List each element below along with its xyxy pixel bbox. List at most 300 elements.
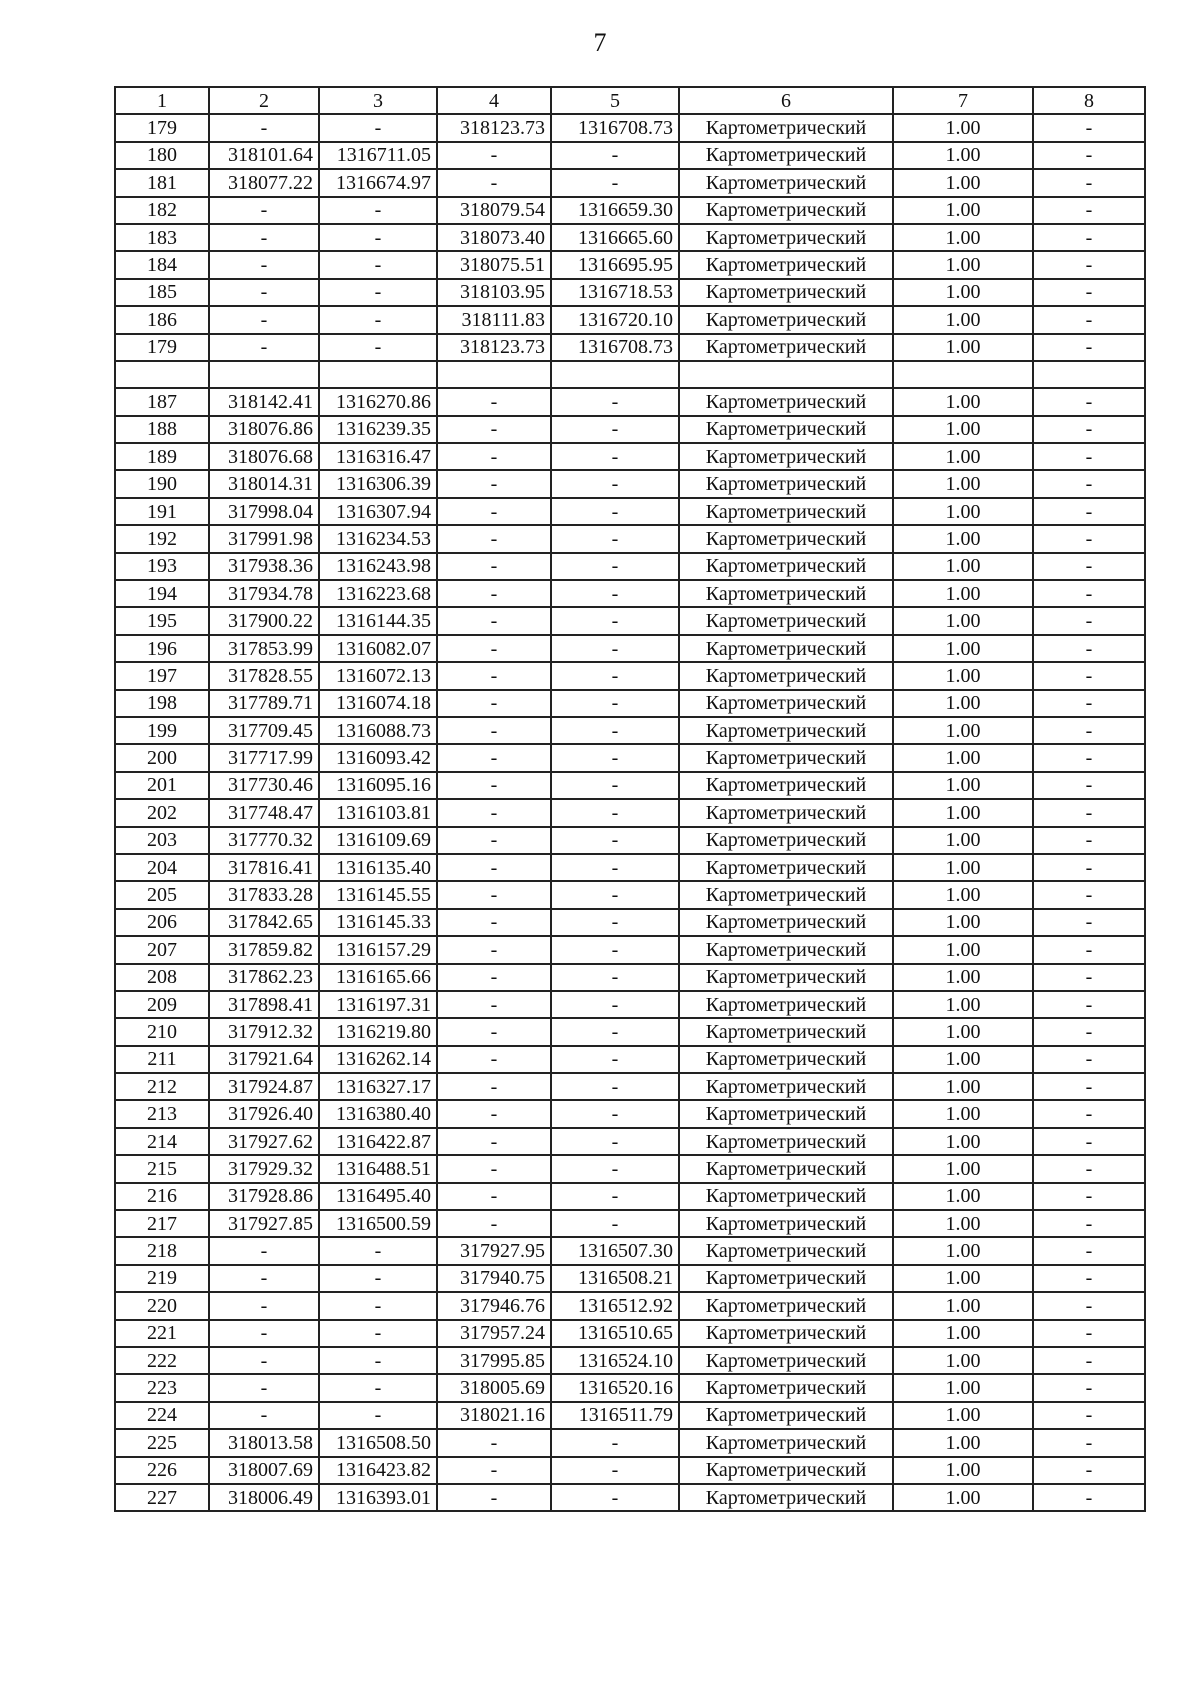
x-new-cell: [437, 361, 551, 388]
x-new-cell: -: [437, 909, 551, 936]
table-row: [115, 470, 1145, 497]
x-old-cell: 317709.45: [209, 717, 319, 744]
x-old-cell: 317833.28: [209, 881, 319, 908]
method-cell: Картометрический: [679, 936, 893, 963]
y-old-cell: [319, 361, 437, 388]
method-cell: [679, 361, 893, 388]
y-new-cell: -: [551, 827, 679, 854]
table-row: [115, 1018, 1145, 1045]
table-row: [115, 498, 1145, 525]
y-new-cell: 1316512.92: [551, 1292, 679, 1319]
x-old-cell: 317927.85: [209, 1210, 319, 1237]
x-new-cell: 317995.85: [437, 1347, 551, 1374]
x-old-cell: -: [209, 224, 319, 251]
description-cell: -: [1033, 991, 1145, 1018]
table-row: [115, 607, 1145, 634]
table-row: [115, 580, 1145, 607]
page-number: 7: [593, 28, 607, 57]
x-old-cell: 317730.46: [209, 772, 319, 799]
y-new-cell: 1316665.60: [551, 224, 679, 251]
x-new-cell: -: [437, 744, 551, 771]
point-number-cell: 202: [115, 799, 209, 826]
y-new-cell: -: [551, 525, 679, 552]
accuracy-cell: 1.00: [893, 1100, 1033, 1127]
accuracy-cell: 1.00: [893, 744, 1033, 771]
table-row: [115, 334, 1145, 361]
x-new-cell: 317940.75: [437, 1265, 551, 1292]
point-number-cell: 215: [115, 1155, 209, 1182]
point-number-cell: 194: [115, 580, 209, 607]
y-new-cell: 1316720.10: [551, 306, 679, 333]
x-old-cell: 317898.41: [209, 991, 319, 1018]
point-number-cell: 211: [115, 1046, 209, 1073]
y-old-cell: 1316306.39: [319, 470, 437, 497]
method-cell: Картометрический: [679, 1429, 893, 1456]
y-new-cell: -: [551, 744, 679, 771]
accuracy-cell: 1.00: [893, 854, 1033, 881]
table-row: [115, 251, 1145, 278]
y-new-cell: -: [551, 553, 679, 580]
table-row: [115, 717, 1145, 744]
x-new-cell: -: [437, 854, 551, 881]
accuracy-cell: 1.00: [893, 827, 1033, 854]
x-old-cell: -: [209, 1237, 319, 1264]
y-old-cell: 1316072.13: [319, 662, 437, 689]
table-row: [115, 1183, 1145, 1210]
x-new-cell: -: [437, 169, 551, 196]
accuracy-cell: 1.00: [893, 1183, 1033, 1210]
method-cell: Картометрический: [679, 1265, 893, 1292]
x-new-cell: -: [437, 662, 551, 689]
description-cell: -: [1033, 854, 1145, 881]
point-number-cell: 179: [115, 334, 209, 361]
point-number-cell: 196: [115, 635, 209, 662]
y-old-cell: 1316165.66: [319, 964, 437, 991]
method-cell: Картометрический: [679, 909, 893, 936]
method-cell: Картометрический: [679, 334, 893, 361]
y-new-cell: -: [551, 1429, 679, 1456]
point-number-cell: 204: [115, 854, 209, 881]
column-header: 3: [319, 87, 437, 114]
description-cell: -: [1033, 306, 1145, 333]
y-old-cell: -: [319, 1265, 437, 1292]
x-old-cell: 317924.87: [209, 1073, 319, 1100]
accuracy-cell: 1.00: [893, 635, 1033, 662]
x-old-cell: -: [209, 1320, 319, 1347]
x-new-cell: -: [437, 1155, 551, 1182]
point-number-cell: 205: [115, 881, 209, 908]
accuracy-cell: 1.00: [893, 1046, 1033, 1073]
table-row: [115, 1347, 1145, 1374]
point-number-cell: 209: [115, 991, 209, 1018]
point-number-cell: 190: [115, 470, 209, 497]
description-cell: -: [1033, 1073, 1145, 1100]
description-cell: -: [1033, 1402, 1145, 1429]
point-number-cell: 207: [115, 936, 209, 963]
description-cell: -: [1033, 662, 1145, 689]
x-old-cell: 317928.86: [209, 1183, 319, 1210]
y-old-cell: -: [319, 114, 437, 141]
description-cell: -: [1033, 580, 1145, 607]
column-header: 4: [437, 87, 551, 114]
y-old-cell: -: [319, 1292, 437, 1319]
x-new-cell: -: [437, 416, 551, 443]
accuracy-cell: 1.00: [893, 142, 1033, 169]
x-old-cell: 317859.82: [209, 936, 319, 963]
x-new-cell: -: [437, 498, 551, 525]
accuracy-cell: 1.00: [893, 1265, 1033, 1292]
description-cell: -: [1033, 717, 1145, 744]
method-cell: Картометрический: [679, 443, 893, 470]
table-row: [115, 197, 1145, 224]
method-cell: Картометрический: [679, 607, 893, 634]
y-old-cell: -: [319, 1402, 437, 1429]
description-cell: -: [1033, 1484, 1145, 1511]
method-cell: Картометрический: [679, 964, 893, 991]
x-old-cell: 317929.32: [209, 1155, 319, 1182]
table-row: [115, 662, 1145, 689]
y-old-cell: 1316103.81: [319, 799, 437, 826]
x-old-cell: -: [209, 1374, 319, 1401]
method-cell: Картометрический: [679, 1457, 893, 1484]
description-cell: -: [1033, 1429, 1145, 1456]
table-row: [115, 443, 1145, 470]
y-new-cell: -: [551, 470, 679, 497]
accuracy-cell: [893, 361, 1033, 388]
x-new-cell: -: [437, 525, 551, 552]
method-cell: Картометрический: [679, 1128, 893, 1155]
y-old-cell: 1316380.40: [319, 1100, 437, 1127]
y-old-cell: 1316270.86: [319, 388, 437, 415]
description-cell: -: [1033, 443, 1145, 470]
x-new-cell: -: [437, 772, 551, 799]
x-old-cell: -: [209, 1347, 319, 1374]
description-cell: -: [1033, 1292, 1145, 1319]
point-number-cell: 224: [115, 1402, 209, 1429]
y-new-cell: -: [551, 1457, 679, 1484]
table-row: [115, 1128, 1145, 1155]
description-cell: -: [1033, 416, 1145, 443]
accuracy-cell: 1.00: [893, 607, 1033, 634]
x-old-cell: 317717.99: [209, 744, 319, 771]
accuracy-cell: 1.00: [893, 1320, 1033, 1347]
x-old-cell: 317938.36: [209, 553, 319, 580]
x-new-cell: 318021.16: [437, 1402, 551, 1429]
accuracy-cell: 1.00: [893, 388, 1033, 415]
x-new-cell: -: [437, 690, 551, 717]
x-old-cell: -: [209, 114, 319, 141]
point-number-cell: 203: [115, 827, 209, 854]
method-cell: Картометрический: [679, 169, 893, 196]
x-new-cell: -: [437, 1429, 551, 1456]
x-new-cell: 317957.24: [437, 1320, 551, 1347]
description-cell: -: [1033, 1374, 1145, 1401]
x-old-cell: 318006.49: [209, 1484, 319, 1511]
table-row: [115, 1484, 1145, 1511]
x-new-cell: -: [437, 635, 551, 662]
x-new-cell: -: [437, 553, 551, 580]
y-new-cell: -: [551, 662, 679, 689]
table-row: [115, 1429, 1145, 1456]
accuracy-cell: 1.00: [893, 251, 1033, 278]
method-cell: Картометрический: [679, 991, 893, 1018]
x-new-cell: -: [437, 1457, 551, 1484]
y-new-cell: 1316524.10: [551, 1347, 679, 1374]
table-row: [115, 1402, 1145, 1429]
y-old-cell: 1316674.97: [319, 169, 437, 196]
description-cell: -: [1033, 690, 1145, 717]
method-cell: Картометрический: [679, 744, 893, 771]
accuracy-cell: 1.00: [893, 416, 1033, 443]
x-old-cell: 318013.58: [209, 1429, 319, 1456]
y-new-cell: -: [551, 854, 679, 881]
method-cell: Картометрический: [679, 498, 893, 525]
x-new-cell: -: [437, 1210, 551, 1237]
y-new-cell: -: [551, 936, 679, 963]
column-header: 5: [551, 87, 679, 114]
y-old-cell: 1316135.40: [319, 854, 437, 881]
description-cell: -: [1033, 909, 1145, 936]
table-body: [115, 114, 1145, 1511]
point-number-cell: 221: [115, 1320, 209, 1347]
y-new-cell: 1316659.30: [551, 197, 679, 224]
point-number-cell: 181: [115, 169, 209, 196]
x-new-cell: 317946.76: [437, 1292, 551, 1319]
y-new-cell: -: [551, 1018, 679, 1045]
x-new-cell: -: [437, 964, 551, 991]
column-header: 7: [893, 87, 1033, 114]
column-header: 6: [679, 87, 893, 114]
point-number-cell: 213: [115, 1100, 209, 1127]
point-number-cell: 217: [115, 1210, 209, 1237]
description-cell: -: [1033, 470, 1145, 497]
y-new-cell: 1316508.21: [551, 1265, 679, 1292]
description-cell: -: [1033, 635, 1145, 662]
x-new-cell: 318079.54: [437, 197, 551, 224]
description-cell: -: [1033, 772, 1145, 799]
x-old-cell: -: [209, 1402, 319, 1429]
table-row: [115, 936, 1145, 963]
point-number-cell: 197: [115, 662, 209, 689]
y-old-cell: 1316495.40: [319, 1183, 437, 1210]
method-cell: Картометрический: [679, 1100, 893, 1127]
method-cell: Картометрический: [679, 553, 893, 580]
y-new-cell: 1316520.16: [551, 1374, 679, 1401]
table-row: [115, 964, 1145, 991]
description-cell: -: [1033, 936, 1145, 963]
accuracy-cell: 1.00: [893, 1374, 1033, 1401]
point-number-cell: 220: [115, 1292, 209, 1319]
y-old-cell: 1316243.98: [319, 553, 437, 580]
y-old-cell: 1316093.42: [319, 744, 437, 771]
x-old-cell: 317842.65: [209, 909, 319, 936]
y-old-cell: 1316157.29: [319, 936, 437, 963]
description-cell: -: [1033, 197, 1145, 224]
method-cell: Картометрический: [679, 1320, 893, 1347]
point-number-cell: 225: [115, 1429, 209, 1456]
accuracy-cell: 1.00: [893, 197, 1033, 224]
description-cell: -: [1033, 827, 1145, 854]
y-new-cell: 1316695.95: [551, 251, 679, 278]
table-row: [115, 1046, 1145, 1073]
method-cell: Картометрический: [679, 881, 893, 908]
table-row: [115, 1374, 1145, 1401]
table-row: [115, 279, 1145, 306]
x-old-cell: 317748.47: [209, 799, 319, 826]
x-new-cell: -: [437, 1128, 551, 1155]
description-cell: -: [1033, 1128, 1145, 1155]
y-old-cell: 1316109.69: [319, 827, 437, 854]
y-new-cell: -: [551, 142, 679, 169]
accuracy-cell: 1.00: [893, 1237, 1033, 1264]
y-old-cell: 1316082.07: [319, 635, 437, 662]
accuracy-cell: 1.00: [893, 991, 1033, 1018]
method-cell: Картометрический: [679, 717, 893, 744]
description-cell: -: [1033, 607, 1145, 634]
table-row: [115, 799, 1145, 826]
method-cell: Картометрический: [679, 1292, 893, 1319]
x-old-cell: -: [209, 1265, 319, 1292]
point-number-cell: 192: [115, 525, 209, 552]
point-number-cell: 191: [115, 498, 209, 525]
description-cell: -: [1033, 1237, 1145, 1264]
x-old-cell: 318101.64: [209, 142, 319, 169]
y-old-cell: 1316488.51: [319, 1155, 437, 1182]
x-new-cell: 317927.95: [437, 1237, 551, 1264]
x-old-cell: 317921.64: [209, 1046, 319, 1073]
method-cell: Картометрический: [679, 1402, 893, 1429]
method-cell: Картометрический: [679, 662, 893, 689]
method-cell: Картометрический: [679, 827, 893, 854]
column-header: 1: [115, 87, 209, 114]
method-cell: Картометрический: [679, 251, 893, 278]
accuracy-cell: 1.00: [893, 799, 1033, 826]
description-cell: -: [1033, 1018, 1145, 1045]
x-new-cell: -: [437, 142, 551, 169]
x-new-cell: 318103.95: [437, 279, 551, 306]
description-cell: -: [1033, 251, 1145, 278]
x-new-cell: -: [437, 1484, 551, 1511]
table-row: [115, 1210, 1145, 1237]
x-new-cell: -: [437, 580, 551, 607]
method-cell: Картометрический: [679, 690, 893, 717]
x-new-cell: -: [437, 1100, 551, 1127]
description-cell: -: [1033, 1320, 1145, 1347]
accuracy-cell: 1.00: [893, 909, 1033, 936]
accuracy-cell: 1.00: [893, 580, 1033, 607]
point-number-cell: 226: [115, 1457, 209, 1484]
point-number-cell: 183: [115, 224, 209, 251]
point-number-cell: 187: [115, 388, 209, 415]
table-row: [115, 881, 1145, 908]
x-old-cell: 317816.41: [209, 854, 319, 881]
x-old-cell: -: [209, 334, 319, 361]
x-old-cell: 317927.62: [209, 1128, 319, 1155]
y-old-cell: 1316262.14: [319, 1046, 437, 1073]
accuracy-cell: 1.00: [893, 964, 1033, 991]
x-new-cell: -: [437, 1183, 551, 1210]
accuracy-cell: 1.00: [893, 443, 1033, 470]
y-old-cell: -: [319, 306, 437, 333]
x-old-cell: 317853.99: [209, 635, 319, 662]
table-row: [115, 169, 1145, 196]
x-old-cell: -: [209, 279, 319, 306]
table-row: [115, 361, 1145, 388]
y-new-cell: -: [551, 635, 679, 662]
x-old-cell: -: [209, 306, 319, 333]
table-row: [115, 525, 1145, 552]
table-row: [115, 306, 1145, 333]
accuracy-cell: 1.00: [893, 1484, 1033, 1511]
y-old-cell: -: [319, 197, 437, 224]
point-number-cell: 188: [115, 416, 209, 443]
point-number-cell: 227: [115, 1484, 209, 1511]
accuracy-cell: 1.00: [893, 690, 1033, 717]
description-cell: [1033, 361, 1145, 388]
point-number-cell: 185: [115, 279, 209, 306]
x-new-cell: -: [437, 470, 551, 497]
point-number-cell: 179: [115, 114, 209, 141]
column-header: 8: [1033, 87, 1145, 114]
method-cell: Картометрический: [679, 1046, 893, 1073]
y-new-cell: -: [551, 1210, 679, 1237]
point-number-cell: 180: [115, 142, 209, 169]
method-cell: Картометрический: [679, 799, 893, 826]
y-new-cell: 1316708.73: [551, 114, 679, 141]
description-cell: -: [1033, 799, 1145, 826]
y-new-cell: -: [551, 1073, 679, 1100]
method-cell: Картометрический: [679, 580, 893, 607]
method-cell: Картометрический: [679, 854, 893, 881]
method-cell: Картометрический: [679, 1374, 893, 1401]
description-cell: -: [1033, 388, 1145, 415]
x-old-cell: 317934.78: [209, 580, 319, 607]
x-new-cell: 318073.40: [437, 224, 551, 251]
y-new-cell: 1316718.53: [551, 279, 679, 306]
method-cell: Картометрический: [679, 635, 893, 662]
y-old-cell: -: [319, 1374, 437, 1401]
accuracy-cell: 1.00: [893, 1402, 1033, 1429]
description-cell: -: [1033, 744, 1145, 771]
accuracy-cell: 1.00: [893, 1018, 1033, 1045]
x-new-cell: -: [437, 936, 551, 963]
x-new-cell: 318075.51: [437, 251, 551, 278]
method-cell: Картометрический: [679, 114, 893, 141]
description-cell: -: [1033, 881, 1145, 908]
y-new-cell: -: [551, 799, 679, 826]
y-old-cell: 1316711.05: [319, 142, 437, 169]
accuracy-cell: 1.00: [893, 717, 1033, 744]
accuracy-cell: 1.00: [893, 279, 1033, 306]
table-row: [115, 772, 1145, 799]
x-new-cell: -: [437, 1046, 551, 1073]
description-cell: -: [1033, 1155, 1145, 1182]
x-old-cell: -: [209, 197, 319, 224]
y-old-cell: 1316145.33: [319, 909, 437, 936]
x-old-cell: 317926.40: [209, 1100, 319, 1127]
y-new-cell: -: [551, 772, 679, 799]
y-new-cell: -: [551, 580, 679, 607]
y-old-cell: 1316393.01: [319, 1484, 437, 1511]
y-new-cell: [551, 361, 679, 388]
x-new-cell: -: [437, 607, 551, 634]
x-old-cell: 318076.86: [209, 416, 319, 443]
x-new-cell: -: [437, 991, 551, 1018]
y-old-cell: -: [319, 1320, 437, 1347]
point-number-cell: 195: [115, 607, 209, 634]
description-cell: -: [1033, 224, 1145, 251]
table-row: [115, 635, 1145, 662]
